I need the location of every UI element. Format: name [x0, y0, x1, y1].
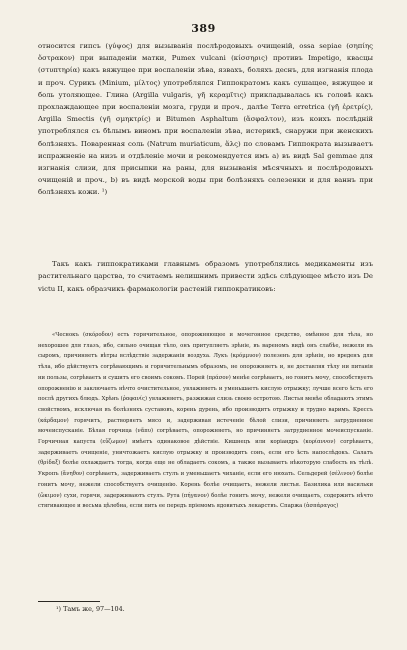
- page-number: 389: [191, 22, 216, 35]
- footnote: ¹) Тамъ же, 97—104.: [56, 605, 125, 613]
- paragraph-plant-remedies-intro: Такъ какъ гиппократиками главнымъ образомъ употреблялись медикаменты изъ растительнаго царства, то считаемъ нелишнимъ привести здѣсь слѣдующее мѣсто изъ De victu II, какъ образчикъ фармакологіи растеній гиппократиковъ:: [38, 260, 373, 293]
- quotation-de-victu: «Чеснокъ (σκόροδον) есть горячительное, опорожняющее и мочегонное средство, омѣнное для тѣла, но нехорошее для глазъ, ибо, сильно очищая тѣло, онъ притупляетъ зрѣніе, въ вареномъ видѣ онъ слабѣе, нежели въ сыромъ, причиняетъ вѣтры вслѣдствіе задержанія воздуха. Лукъ (κρόμμυον) полезенъ для зрѣнія, но вреденъ для тѣла, ибо дѣйствуетъ согрѣвающимъ и горячительнымъ образомъ, не опорожняетъ и, не доставляя тѣлу ни питанія ни пользы, согрѣваетъ и сушитъ его своимъ сокомъ. Порей (πράσον) менѣе согрѣваетъ, но гонитъ мочу, способствуетъ опорожненію и заключаетъ нѣчто очистительное, увлажняетъ и уменьшаетъ кислую отрыжку; лучше всего ѣсть его послѣ другихъ блюдъ. Хрѣнъ (ῥαφανίς) увлажняетъ, разжижая слизь своею остротою. Листья менѣе обладаютъ этимъ свойствомъ, исключая въ болѣзняхъ суставовъ, корень дурень, ибо производитъ отрыжку и трудно варимъ. Крессъ (κάρδαμον) горячитъ, растворяетъ мясо и, задерживая истеченіе бѣлой слизи, причиняетъ затрудненное мочеиспусканіе. Бѣлая горчица (νᾶπυ) согрѣваетъ, опорожняетъ, но причиняетъ затрудненное мочеиспусканіе. Горчичная капуста (εὔζωμον) имѣетъ одинаковое дѣйствіе. Кишнецъ или коріандръ (κορίαννον) согрѣваетъ, задерживаетъ очищеніе, уничтожаетъ кислую отрыжку и производитъ сонъ, если его ѣсть напослѣдокъ. Салатъ (θρίδαξ) болѣе охлаждаетъ тогда, когда еще не обладаетъ сокомъ, а также вызываетъ нѣкоторую слабость въ тѣлѣ. Укропъ (ἄνηθον) согрѣваетъ, задерживаетъ стулъ и уменьшаетъ чиханіе, если его нюхать. Сельдерей (σέλινον) болѣе гонитъ мочу, нежели способствуетъ очищенію. Корень болѣе очищаетъ, нежели листья. Базилика или васильки (ὤκιμον) сухи, горячи, задерживаютъ стулъ. Рута (πήγανον) болѣе гонитъ мочу, нежели очищаетъ, содержитъ нѣчто стягивающее и весьма цѣлебна, если пить ее передъ пріемомъ ядовитыхъ лекарствъ. Спаржа (ἀσπάραγος): [38, 332, 373, 510]
- footnote-divider: [38, 601, 100, 602]
- paragraph-mineral-remedies: относится гипсъ (γύψος) для вызыванія послѣродовыхъ очищеній, ossa sepiae (σηπίης ὄστρακον) при выпаденіи матки, Pumex vulcani (κίσσηρις) противъ Impetigo, квасцы (στυπτηρία) какъ вяжущее при воспаленіи зѣва, язвахъ, боляхъ деснъ, для изгнанія плода и проч. Сурикъ (Minium, μίλτος) употреблялся Гиппократомъ какъ сушащее, вяжущее и боль утоляющее. Глина (Argilla vulgaris, γῆ κεραμῖτις) прикладывалась къ головѣ какъ прохлаждающее при воспаленіи мозга, груди и проч., далѣе Terra erretrica (γῆ ἐρετρίς), Argilla Smectis (γῆ σμηκτρίς) и Bitumen Asphaltum (ἄσφαλτον), изъ коихъ послѣдній употреблялся съ бѣлымъ виномъ при воспаленіи зѣва, истерикѣ, снаружи при женскихъ болѣзняхъ. Поваренная соль (Natrum muriaticum, ἅλς) по словамъ Гиппократа вызываетъ испражненіе на низъ и отдѣленіе мочи и рекомендуется имъ а) въ видѣ Sal gemmae для изгнанія слизи, для присыпки на раны, для вызыванія мѣсячныхъ и послѣродовыхъ очищеній и проч., b) въ видѣ морской воды при болѣзняхъ селезенки и для ваннъ при болѣзняхъ кожи. ¹): [38, 42, 373, 197]
